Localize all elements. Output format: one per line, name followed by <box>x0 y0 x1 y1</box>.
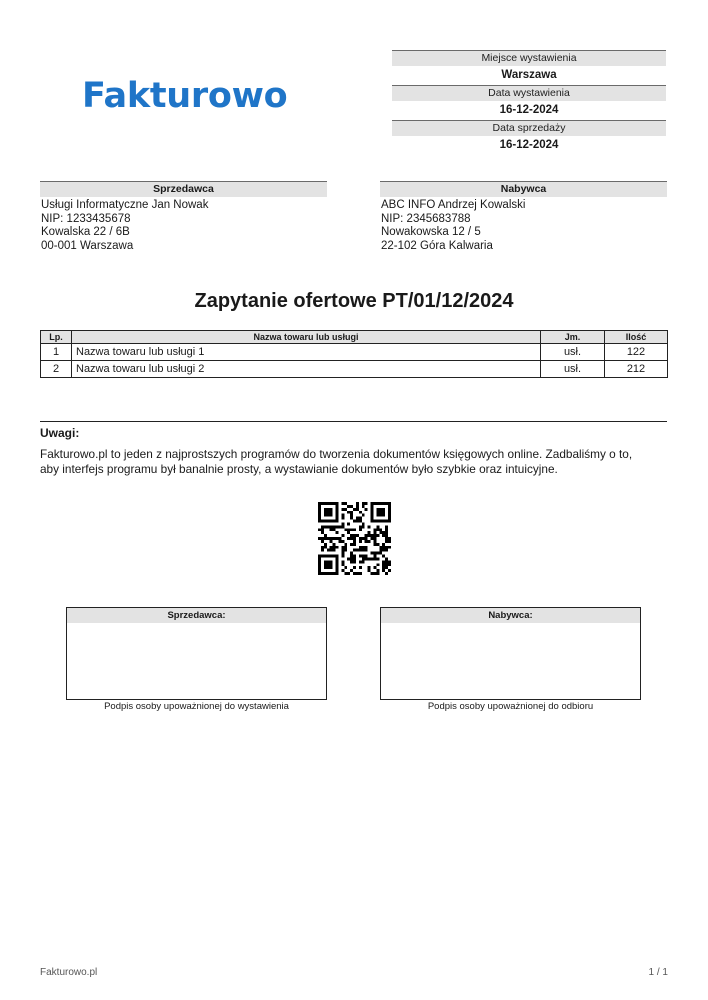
issue-date-value: 16-12-2024 <box>499 104 559 116</box>
seller-street: Kowalska 22 / 6B <box>41 226 130 239</box>
document-title: Zapytanie ofertowe PT/01/12/2024 <box>194 290 514 312</box>
seller-name: Usługi Informatyczne Jan Nowak <box>41 199 209 211</box>
items-table <box>40 330 668 378</box>
buyer-signature-caption: Podpis osoby upoważnionej do odbioru <box>427 701 594 712</box>
cell-lp: 1 <box>41 344 72 361</box>
buyer-nip: NIP: 2345683788 <box>381 212 471 225</box>
header-unit: Jm. <box>541 331 605 344</box>
notes-section <box>40 421 667 477</box>
header-qty: Ilość <box>605 331 668 344</box>
cell-lp: 2 <box>41 361 72 378</box>
seller-nip: NIP: 1233435678 <box>41 212 131 225</box>
buyer-signature-box <box>380 607 641 700</box>
place-label: Miejsce wystawienia <box>392 50 666 66</box>
buyer-block <box>380 181 667 254</box>
cell-qty: 122 <box>605 344 668 361</box>
buyer-name: ABC INFO Andrzej Kowalski <box>381 199 526 211</box>
cell-unit: usł. <box>541 344 605 361</box>
header-name: Nazwa towaru lub usługi <box>72 331 541 344</box>
issue-date-label: Data wystawienia <box>392 85 666 101</box>
cell-name: Nazwa towaru lub usługi 2 <box>72 361 541 378</box>
sale-date-label: Data sprzedaży <box>392 120 666 136</box>
buyer-city: 22-102 Góra Kalwaria <box>381 240 493 253</box>
sale-date-value: 16-12-2024 <box>499 139 559 151</box>
notes-text <box>40 447 667 477</box>
seller-block <box>40 181 327 254</box>
table-row <box>41 344 668 361</box>
buyer-signature <box>380 607 641 713</box>
cell-qty: 212 <box>605 361 668 378</box>
seller-signature-heading: Sprzedawca: <box>67 608 326 623</box>
header-lp: Lp. <box>41 331 72 344</box>
buyer-street: Nowakowska 12 / 5 <box>381 226 481 239</box>
seller-signature-caption: Podpis osoby upoważnionej do wystawienia <box>104 701 289 712</box>
fakturowo-logo: Fakturowo <box>82 76 288 116</box>
buyer-heading: Nabywca <box>380 181 667 197</box>
seller-city: 00-001 Warszawa <box>41 240 134 253</box>
footer-site: Fakturowo.pl <box>40 967 98 978</box>
footer-page-number: 1 / 1 <box>648 967 668 978</box>
seller-signature <box>66 607 327 713</box>
notes-heading: Uwagi: <box>40 426 80 440</box>
seller-signature-box <box>66 607 327 700</box>
cell-name: Nazwa towaru lub usługi 1 <box>72 344 541 361</box>
qr-code-icon <box>318 502 391 575</box>
invoice-meta <box>392 50 666 155</box>
notes-line-2: aby interfejs programu był banalnie prosty, a wystawianie dokumentów było szybkie oraz intuicyjne. <box>40 462 558 476</box>
seller-heading: Sprzedawca <box>40 181 327 197</box>
place-value: Warszawa <box>501 69 557 81</box>
buyer-signature-heading: Nabywca: <box>381 608 640 623</box>
notes-line-1: Fakturowo.pl to jeden z najprostszych programów do tworzenia dokumentów księgowych online. Zadbaliśmy o to, <box>40 447 633 461</box>
table-header-row <box>41 331 668 344</box>
table-row <box>41 361 668 378</box>
cell-unit: usł. <box>541 361 605 378</box>
